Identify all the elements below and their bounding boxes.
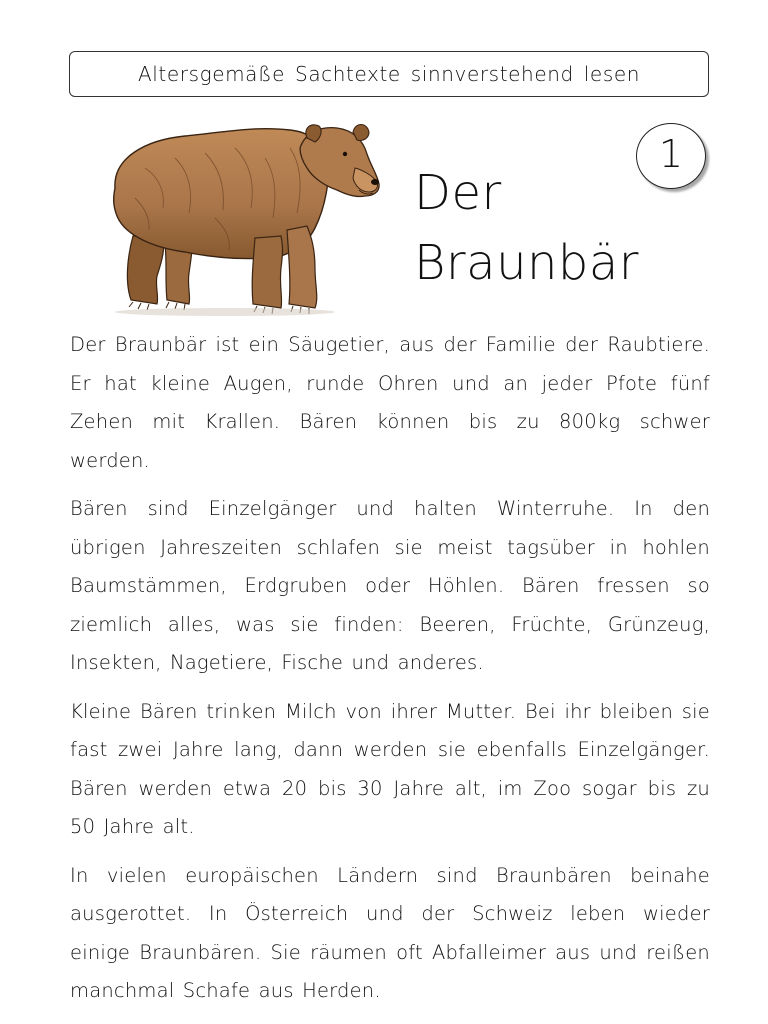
paragraph-1: Der Braunbär ist ein Säugetier, aus der Familie der Raubtiere. Er hat kleine Augen, runde Ohren und an jeder Pfote fünf Zehen mit Krallen. Bären können bis zu 800kg schwer werden. — [70, 333, 710, 472]
title-line-2: Braunbär — [414, 235, 640, 291]
worksheet-number: 1 — [658, 132, 684, 176]
header-box — [69, 51, 709, 97]
paragraph-2: Bären sind Einzelgänger und halten Winterruhe. In den übrigen Jahreszeiten schlafen sie meist tagsüber in hohlen Baumstämmen, Erdgruben oder Höhlen. Bären fressen so ziemlich alles, was sie finden: Beeren, Früchte, Grünzeug, Insekten, Nagetiere, Fische und anderes. — [70, 497, 710, 674]
paragraph-3: Kleine Bären trinken Milch von ihrer Mutter. Bei ihr bleiben sie fast zwei Jahre lang, dann werden sie ebenfalls Einzelgänger. Bären werden etwa 20 bis 30 Jahre alt, im Zoo sogar bis zu 50 Jahre alt. — [70, 699, 710, 838]
body-text — [70, 326, 710, 1021]
title-line-1: Der — [414, 165, 502, 221]
header-text: Altersgemäße Sachtexte sinnverstehend lesen — [137, 62, 641, 86]
worksheet-number-badge — [636, 123, 706, 189]
paragraph-4: In vielen europäischen Ländern sind Braunbären beinahe ausgerottet. In Österreich und der Schweiz leben wieder einige Braunbären. Sie räumen oft Abfalleimer aus und reißen manchmal Schafe aus Herden. — [70, 863, 710, 1002]
brown-bear-illustration — [105, 118, 385, 318]
page-title — [414, 158, 639, 298]
